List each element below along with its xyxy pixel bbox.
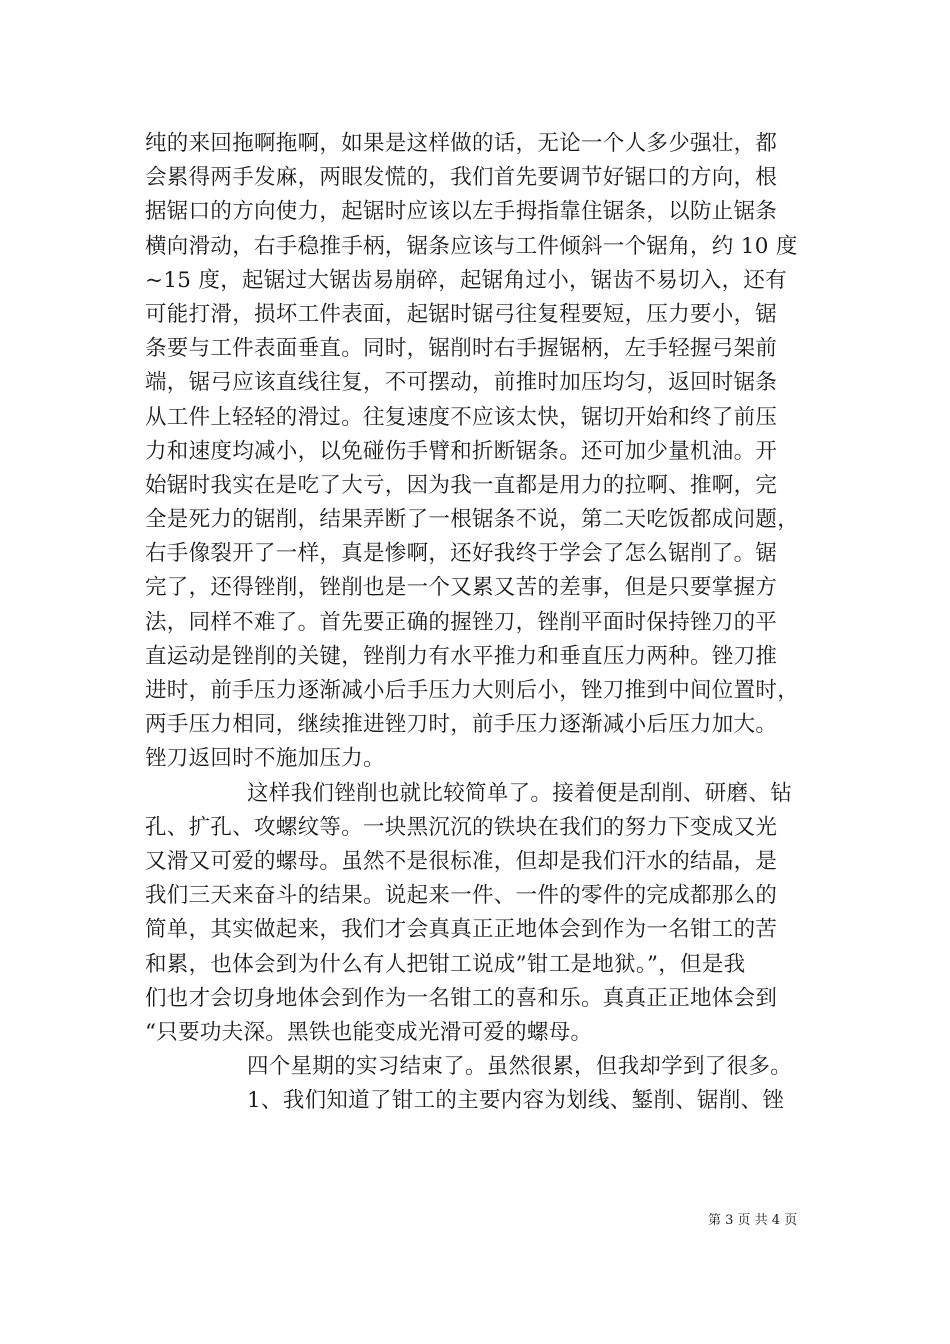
text-line: 孔、扩孔、攻螺纹等。一块黑沉沉的铁块在我们的努力下变成又光 (145, 814, 778, 840)
text-line: 锉刀返回时不施加压力。 (145, 746, 385, 772)
text-line: 始锯时我实在是吃了大亏，因为我一直都是用力的拉啊、推啊，完 (145, 472, 778, 498)
text-line: 会累得两手发麻，两眼发慌的，我们首先要调节好锯口的方向，根 (145, 165, 778, 191)
paragraph-start-line: 这样我们锉削也就比较简单了。接着便是刮削、研磨、钻 (247, 780, 793, 806)
text-line: 两手压力相同，继续推进锉刀时，前手压力逐渐减小后压力加大。 (145, 712, 778, 738)
text-line: 们也才会切身地体会到作为一名钳工的喜和乐。真真正正地体会到 (145, 985, 778, 1011)
text-line: 全是死力的锯削，结果弄断了一根锯条不说，第二天吃饭都成问题， (145, 507, 800, 533)
text-line: 直运动是锉削的关键，锉削力有水平推力和垂直压力两种。锉刀推 (145, 643, 778, 669)
text-line: 条要与工件表面垂直。同时，锯削时右手握锯柄，左手轻握弓架前 (145, 336, 778, 362)
text-line: 力和速度均减小，以免碰伤手臂和折断锯条。还可加少量机油。开 (145, 438, 778, 464)
text-line: 进时，前手压力逐渐减小后手压力大则后小，锉刀推到中间位置时， (145, 678, 800, 703)
text-line: 纯的来回拖啊拖啊，如果是这样做的话，无论一个人多少强壮，都 (145, 131, 778, 156)
text-line: 法，同样不难了。首先要正确的握锉刀，锉削平面时保持锉刀的平 (145, 609, 778, 635)
text-line: 和累，也体会到为什么有人把钳工说成”钳工是地狱。”，但是我 (145, 951, 746, 977)
page-footer: 第 3 页 共 4 页 (708, 1213, 798, 1228)
text-line: “只要功夫深。黑铁也能变成光滑可爱的螺母。 (145, 1019, 593, 1045)
text-line: ~15 度，起锯过大锯齿易崩碎，起锯角过小，锯齿不易切入，还有 (145, 267, 788, 293)
paragraph-start-line: 四个星期的实习结束了。虽然很累，但我却学到了很多。 (247, 1054, 793, 1080)
text-line: 完了，还得锉削，锉削也是一个又累又苦的差事，但是只要掌握方 (145, 575, 778, 601)
text-line: 简单，其实做起来，我们才会真真正正地体会到作为一名钳工的苦 (145, 917, 778, 943)
text-line: 横向滑动，右手稳推手柄，锯条应该与工件倾斜一个锯角，约 10 度 (145, 233, 798, 259)
text-line: 我们三天来奋斗的结果。说起来一件、一件的零件的完成都那么的 (145, 883, 778, 909)
text-line: 据锯口的方向使力，起锯时应该以左手拇指靠住锯条，以防止锯条 (145, 199, 778, 225)
text-line: 从工件上轻轻的滑过。往复速度不应该太快，锯切开始和终了前压 (145, 404, 778, 430)
text-line: 右手像裂开了一样，真是惨啊，还好我终于学会了怎么锯削了。锯 (145, 541, 778, 567)
text-line: 可能打滑，损坏工件表面，起锯时锯弓往复程要短，压力要小，锯 (145, 301, 778, 327)
text-line: 端，锯弓应该直线往复，不可摆动，前推时加压均匀，返回时锯条 (145, 370, 778, 396)
body-text (145, 127, 825, 1118)
paragraph-start-line: 1、我们知道了钳工的主要内容为划线、錾削、锯削、锉 (247, 1088, 785, 1114)
text-line: 又滑又可爱的螺母。虽然不是很标准，但却是我们汗水的结晶，是 (145, 848, 778, 874)
